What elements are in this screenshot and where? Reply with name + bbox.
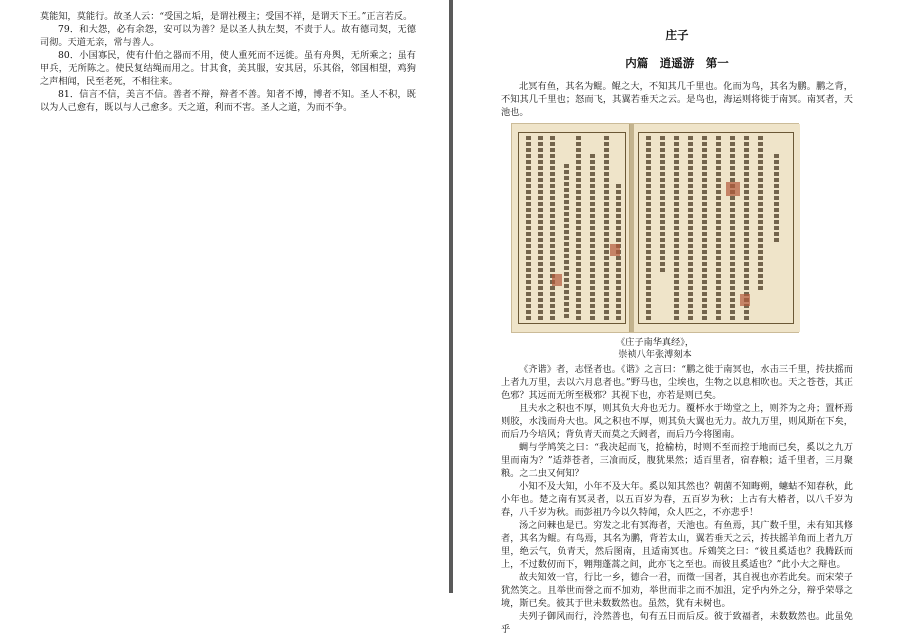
text-column <box>576 136 581 320</box>
text-column <box>526 136 531 320</box>
text-column <box>564 164 569 320</box>
text-column <box>688 136 693 320</box>
chapter-title: 内篇 逍遥游 第一 <box>625 56 729 70</box>
print-frame <box>518 132 626 324</box>
text-column <box>774 154 779 242</box>
paragraph: 且夫水之积也不厚，则其负大舟也无力。覆杯水于坳堂之上，则芥为之舟；置杯焉则胶，水浅而舟大也。风之积也不厚，则其负大翼也无力。故九万里，则风斯在下矣，而后乃今培风；背负青天而莫之夭阏者，而后乃今将图南。 <box>501 403 853 440</box>
seal-stamp <box>740 294 750 306</box>
book-title: 庄子 <box>665 28 689 42</box>
text-column <box>604 136 609 320</box>
seal-stamp <box>726 182 740 196</box>
left-page <box>0 0 449 593</box>
paragraph: 小知不及大知，小年不及大年。奚以知其然也？朝菌不知晦朔，蟪蛄不知春秋，此小年也。楚之南有冥灵者，以五百岁为春，五百岁为秋；上古有大椿者，以八千岁为春，八千岁为秋。而彭祖乃今以久特闻，众人匹之，不亦悲乎！ <box>501 481 853 518</box>
text-column <box>538 136 543 320</box>
text-column <box>590 154 595 320</box>
paragraph: 汤之问棘也是已。穷发之北有冥海者，天池也。有鱼焉，其广数千里，未有知其修者，其名为鲲。有鸟焉，其名为鹏，背若太山，翼若垂天之云，抟扶摇羊角而上者九万里，绝云气，负青天，然后图南，且适南冥也。斥鴳笑之曰：“彼且奚适也？我腾跃而上，不过数仞而下，翱翔蓬蒿之间，此亦飞之至也。而彼且奚适也？”此小大之辩也。 <box>501 520 853 570</box>
text-column <box>646 136 651 320</box>
paragraph: 莫能知，莫能行。故圣人云：“受国之垢，是谓社稷主；受国不祥，是谓天下王。”正言若反。 <box>40 11 413 22</box>
caption-line-edition: 崇祯八年张溥刻本 <box>618 349 692 360</box>
figure-caption <box>501 337 809 361</box>
text-column <box>744 136 749 320</box>
book-scan-image <box>511 123 799 333</box>
text-column <box>730 136 735 320</box>
paragraph: 《齐谐》者，志怪者也。《谐》之言曰：“鹏之徙于南冥也，水击三千里，抟扶摇而上者九万里，去以六月息者也。”野马也，尘埃也，生物之以息相吹也。天之苍苍，其正色邪？其远而无所至极邪？其视下也，亦若是则已矣。 <box>501 364 853 401</box>
paragraph: 故夫知效一官，行比一乡，德合一君，而徵一国者，其自视也亦若此矣。而宋荣子犹然笑之。且举世而誉之而不加劝，举世而非之而不加沮，定乎内外之分，辩乎荣辱之境，斯已矣。彼其于世未数数然也。虽然，犹有未树也。 <box>501 572 853 609</box>
right-page <box>453 0 899 635</box>
seal-stamp <box>610 244 620 256</box>
text-column <box>660 136 665 272</box>
paragraph-81: 81．信言不信，美言不信。善者不辩，辩者不善。知者不博，博者不知。圣人不积，既以为人己愈有，既以与人己愈多。天之道，利而不害。圣人之道，为而不争。 <box>40 89 416 113</box>
paragraph: 北冥有鱼，其名为鲲。鲲之大，不知其几千里也。化而为鸟，其名为鹏。鹏之背，不知其几千里也；怒而飞，其翼若垂天之云。是鸟也，海运则将徙于南冥。南冥者，天池也。 <box>501 81 853 118</box>
paragraph: 蜩与学鸠笑之曰：“我决起而飞，抢榆枋，时则不至而控于地而已矣，奚以之九万里而南为？”适莽苍者，三飡而反，腹犹果然；适百里者，宿舂粮；适千里者，三月聚粮。之二虫又何知？ <box>501 442 853 479</box>
text-column <box>758 136 763 292</box>
paragraph: 夫列子御风而行，泠然善也，旬有五日而后反。彼于致福者，未数数然也。此虽免乎 <box>501 611 853 635</box>
left-page-text <box>40 10 416 114</box>
body-text <box>501 363 853 636</box>
text-column <box>550 136 555 320</box>
paragraph-79: 79．和大怨，必有余怨，安可以为善？是以圣人执左契，不责于人。故有德司契，无德司彻。天道无亲，常与善人。 <box>40 24 416 48</box>
text-column <box>674 136 679 320</box>
seal-stamp <box>552 274 562 286</box>
paragraph-80: 80．小国寡民，使有什伯之器而不用，使人重死而不远徙。虽有舟舆，无所乘之；虽有甲兵，无所陈之。使民复结绳而用之。甘其食，美其服，安其居，乐其俗，邻国相望，鸡狗之声相闻，民至老死，不相往来。 <box>40 50 416 87</box>
caption-line-title: 《庄子南华真经》， <box>615 337 695 348</box>
text-column <box>716 136 721 320</box>
right-page-content <box>501 28 853 636</box>
text-column <box>702 136 707 320</box>
